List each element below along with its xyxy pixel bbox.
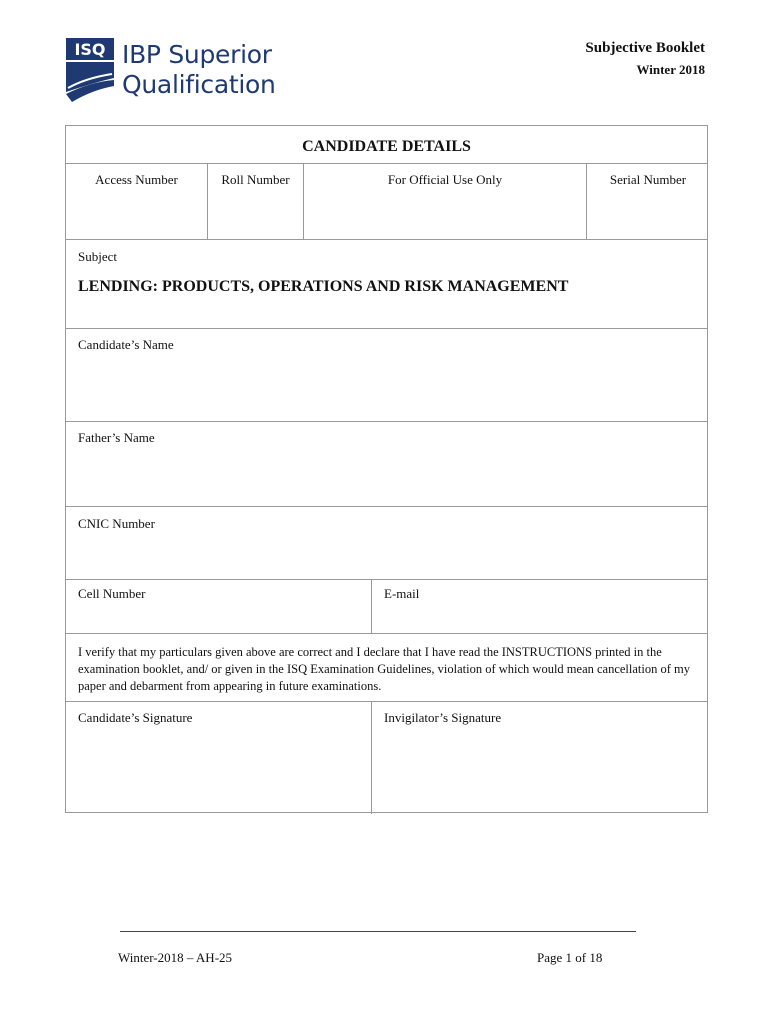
- serial-number-label: Serial Number: [609, 172, 687, 187]
- cell-number-field[interactable]: [66, 580, 372, 633]
- declaration-row: [66, 634, 707, 702]
- official-use-label: For Official Use Only: [387, 172, 503, 187]
- official-use-field: [304, 164, 587, 239]
- id-numbers-row: [66, 164, 707, 240]
- subject-label: Subject: [78, 249, 117, 264]
- subject-value: LENDING: PRODUCTS, OPERATIONS AND RISK MANAGEMENT: [78, 278, 569, 295]
- declaration-text: I verify that my particulars given above are correct and I declare that I have read the INSTRUCTIONS printed in the examination booklet, and/ or given in the ISQ Examination Guidelines, violation of which would mean cancellation of my paper and debarment from appearing in future examinations.: [78, 645, 691, 693]
- contact-row: [66, 580, 707, 634]
- serial-number-field[interactable]: [587, 164, 709, 239]
- father-name-label: Father’s Name: [78, 430, 155, 445]
- signatures-row: [66, 702, 707, 814]
- access-number-label: Access Number: [95, 172, 178, 187]
- page-number: Page 1 of 18: [537, 950, 603, 965]
- logo-wordmark: [122, 40, 276, 100]
- email-field[interactable]: [372, 580, 709, 633]
- form-heading-row: [66, 126, 707, 164]
- father-name-field[interactable]: [66, 422, 707, 507]
- roll-number-field[interactable]: [208, 164, 304, 239]
- footer-code: Winter-2018 – AH-25: [118, 950, 233, 965]
- invigilator-signature-label: Invigilator’s Signature: [384, 710, 502, 725]
- candidate-name-label: Candidate’s Name: [78, 337, 174, 352]
- candidate-name-field[interactable]: [66, 329, 707, 422]
- booklet-session: Winter 2018: [636, 62, 705, 77]
- cnic-label: CNIC Number: [78, 516, 155, 531]
- access-number-field[interactable]: [66, 164, 208, 239]
- booklet-header: [585, 38, 705, 79]
- logo-mark-text: ISQ: [74, 40, 106, 59]
- booklet-title: Subjective Booklet: [585, 40, 705, 56]
- invigilator-signature-field[interactable]: [372, 702, 709, 814]
- isq-shield-icon: [66, 38, 116, 106]
- logo-line-2: Qualification: [122, 70, 276, 99]
- cnic-field[interactable]: [66, 507, 707, 580]
- footer-divider: [120, 931, 636, 932]
- subject-row: [66, 240, 707, 329]
- email-label: E-mail: [384, 586, 420, 601]
- candidate-details-form: [65, 125, 708, 813]
- candidate-signature-label: Candidate’s Signature: [78, 710, 193, 725]
- form-heading: CANDIDATE DETAILS: [302, 138, 471, 155]
- candidate-signature-field[interactable]: [66, 702, 372, 814]
- logo-line-1: IBP Superior: [122, 40, 272, 69]
- cell-number-label: Cell Number: [78, 586, 146, 601]
- isq-logo: [66, 38, 276, 106]
- roll-number-label: Roll Number: [221, 172, 290, 187]
